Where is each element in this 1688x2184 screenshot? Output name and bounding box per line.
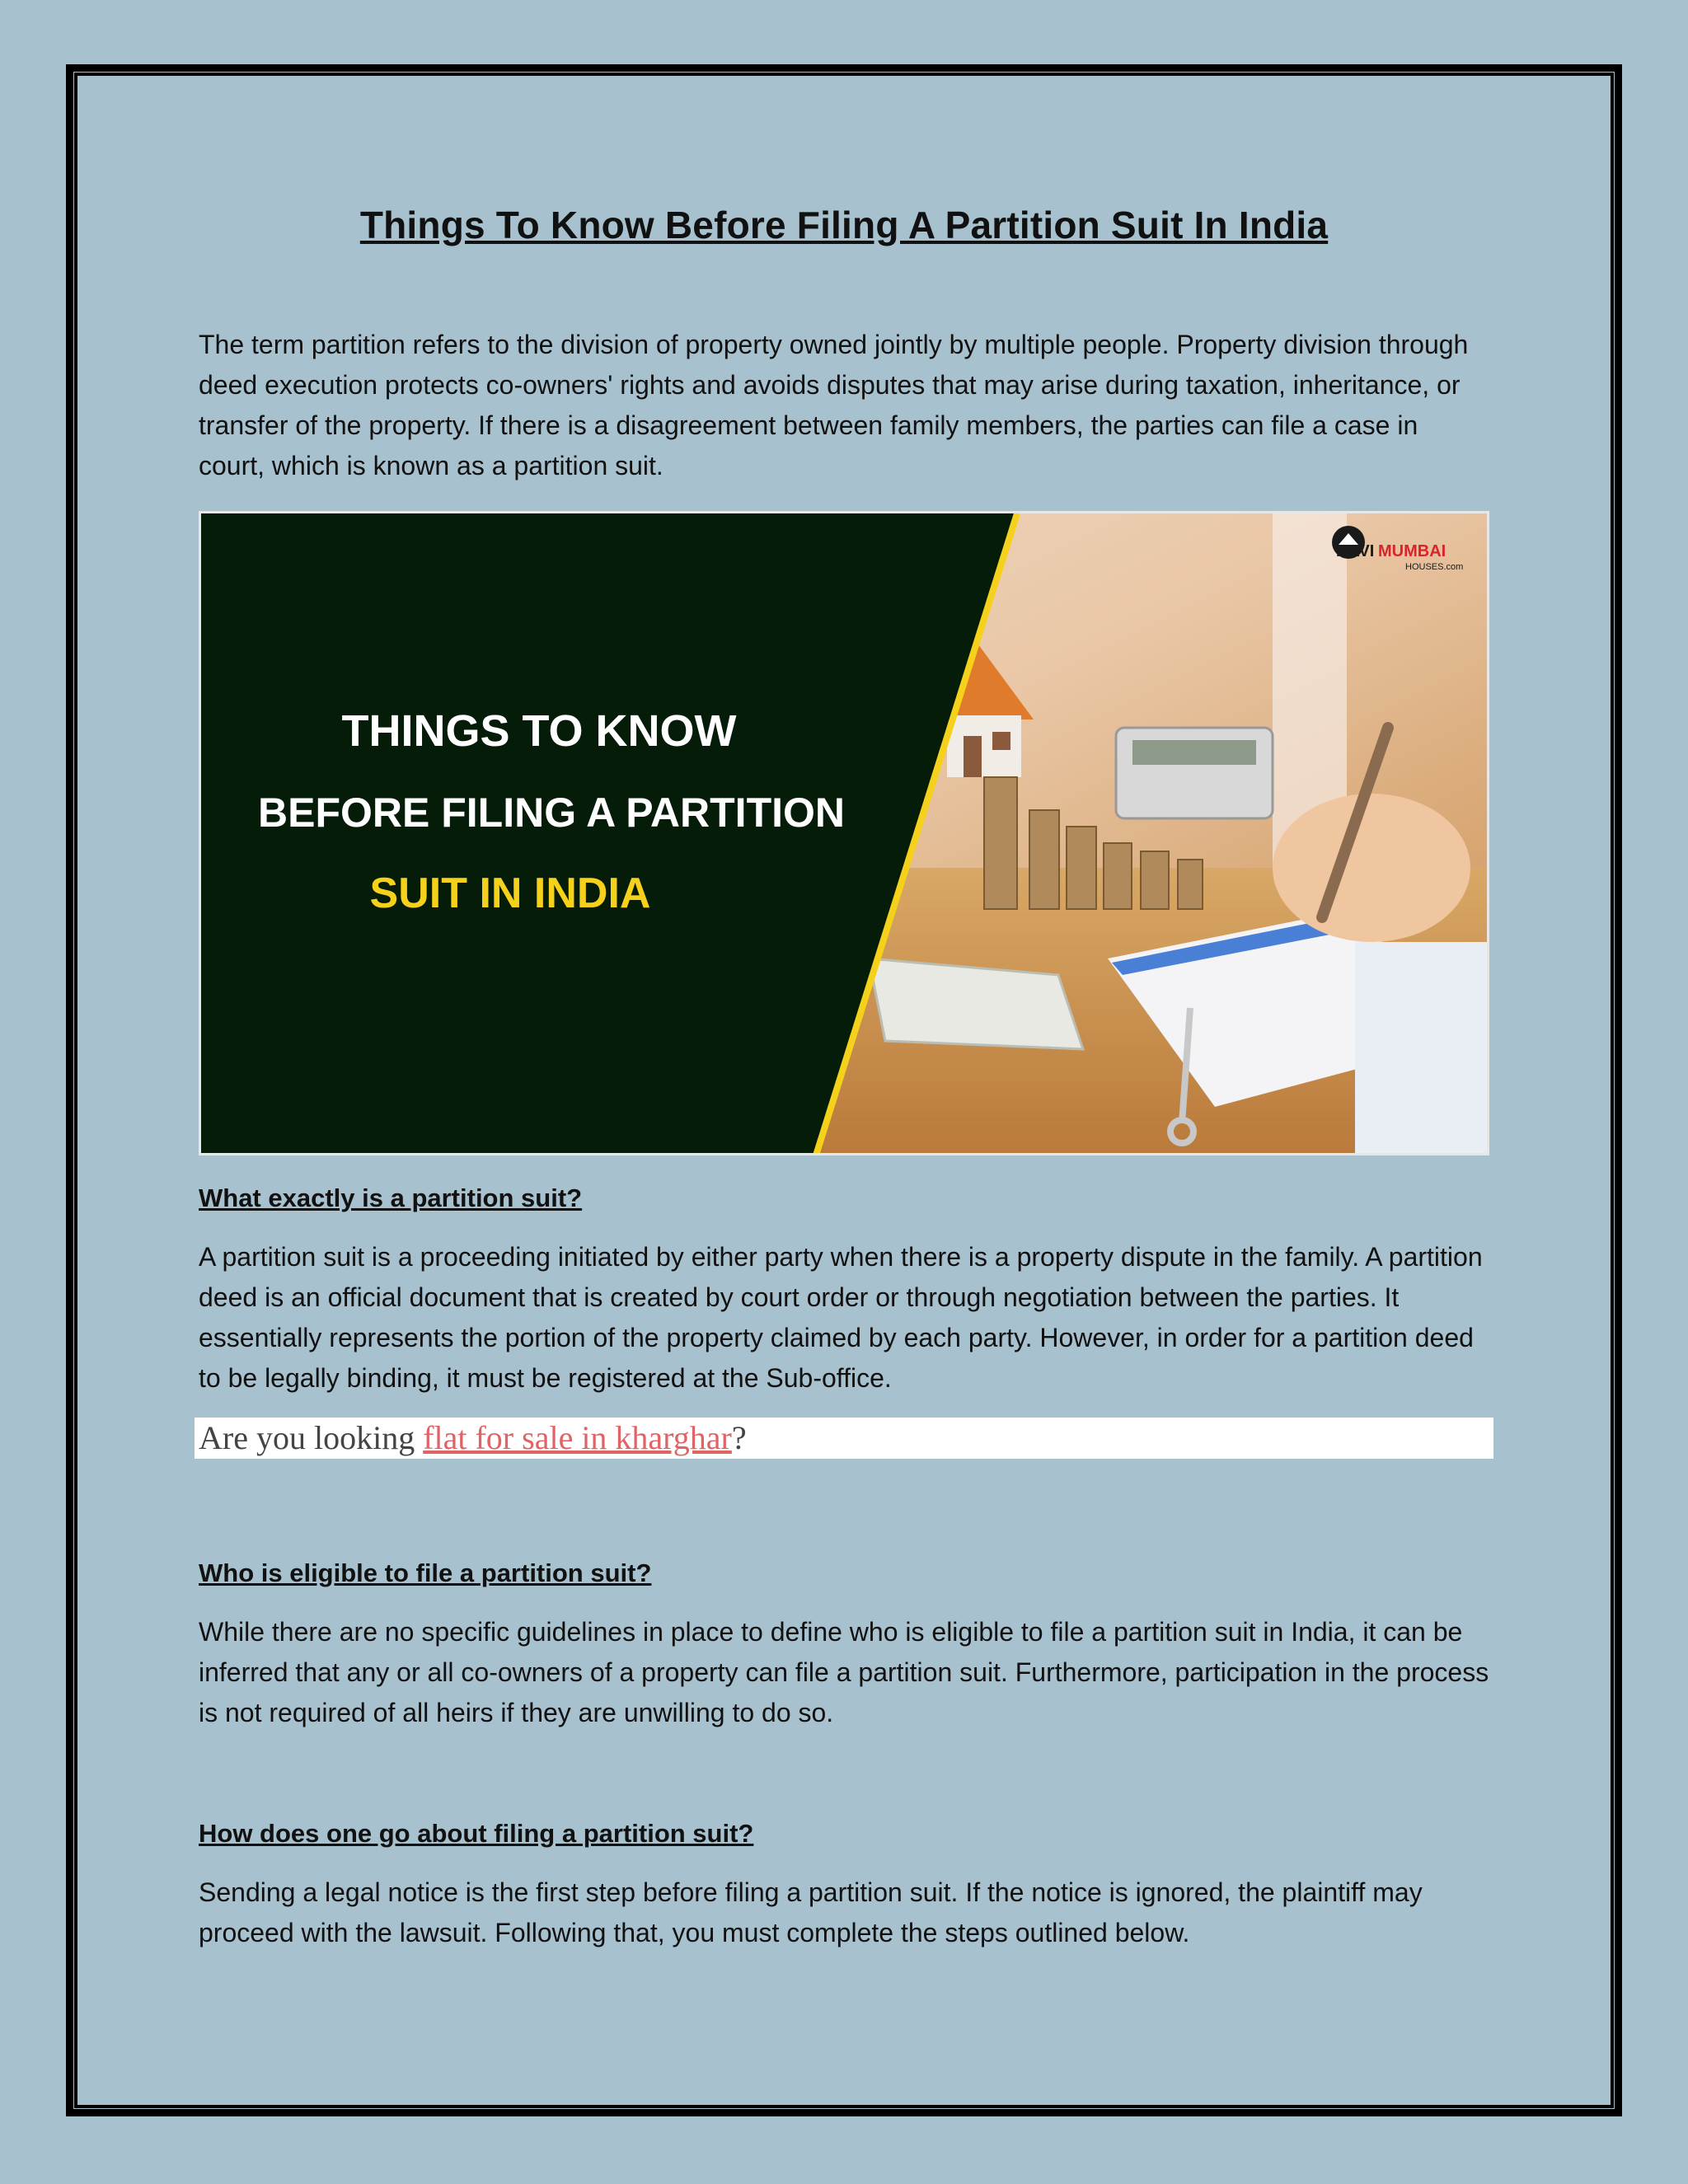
- section-heading-how: How does one go about filing a partition suit?: [199, 1819, 754, 1848]
- hero-headline-line3: SUIT IN INDIA: [369, 869, 651, 917]
- section-body-what: A partition suit is a proceeding initiated by either party when there is a property dispute in the family. A partition deed is an official document that is created by court order or through negotiation between the parties. It essentially represents the portion of the property claimed by each party. However, in order for a partition deed to be legally binding, it must be registered at the Sub-office.: [199, 1242, 1483, 1393]
- hero-headline-line2: BEFORE FILING A PARTITION: [257, 790, 846, 836]
- hero-image: [199, 511, 1489, 1155]
- ad-prefix: Are you looking: [199, 1419, 424, 1456]
- section-body-who: While there are no specific guidelines in place to define who is eligible to file a partition suit in India, it can be inferred that any or all co-owners of a property can file a partition suit. Furthermore, participation in the process is not required of all heirs if they are unwilling to do so.: [199, 1617, 1489, 1727]
- section-body-how: Sending a legal notice is the first step before filing a partition suit. If the notice is ignored, the plaintiff may proceed with the lawsuit. Following that, you must complete the steps outlined below.: [199, 1877, 1423, 1947]
- hero-headline-line1: THINGS TO KNOW: [341, 706, 737, 756]
- intro-paragraph: The term partition refers to the division of property owned jointly by multiple people. Property division through deed execution protects co-owners' rights and avoids disputes that may arise during taxation, inheritance, or transfer of the property. If there is a disagreement between family members, the parties can file a case in court, which is known as a partition suit.: [199, 330, 1469, 480]
- document-body: [199, 148, 1489, 1953]
- section-heading-who: Who is eligible to file a partition suit?: [199, 1558, 652, 1587]
- logo-mumbai: MUMBAI: [1378, 542, 1447, 560]
- logo-navi: NAVI: [1336, 542, 1375, 560]
- document-title: Things To Know Before Filing A Partition Suit In India: [359, 204, 1329, 246]
- logo-houses: HOUSES.com: [1405, 562, 1464, 572]
- ad-banner: [195, 1418, 1493, 1459]
- ad-link-flat-for-sale[interactable]: flat for sale in kharghar: [423, 1419, 732, 1456]
- ad-suffix: ?: [731, 1419, 747, 1456]
- section-heading-what: What exactly is a partition suit?: [199, 1183, 583, 1212]
